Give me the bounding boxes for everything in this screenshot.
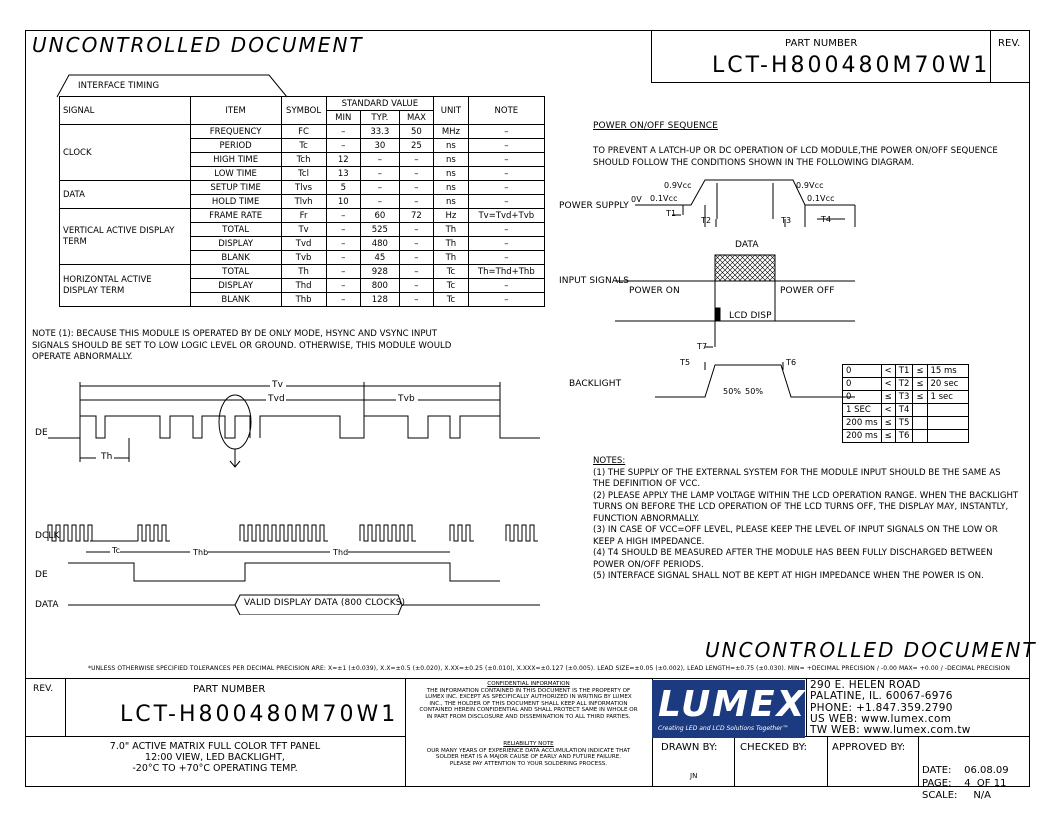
t3-label: T3 <box>781 216 792 225</box>
table-row: DISPLAY Thd – 800 – Tc – <box>60 279 545 293</box>
col-symbol: SYMBOL <box>281 97 326 125</box>
power-supply-label: POWER SUPPLY <box>559 201 629 211</box>
tc-label: Tc <box>112 546 121 555</box>
t6-label: T6 <box>786 358 797 367</box>
tvd-label: Tvd <box>268 394 285 404</box>
col-item: ITEM <box>190 97 281 125</box>
drawn-by-value: JN <box>690 772 698 780</box>
dclk-pulse-group <box>506 525 538 541</box>
dclk-pulse-group <box>138 525 170 541</box>
table-row: LOW TIME Tcl 13 – – ns – <box>60 167 545 181</box>
table-row: BLANK Thb – 128 – Tc – <box>60 293 545 307</box>
dclk-wave <box>48 525 538 541</box>
t5-label: T5 <box>680 358 691 367</box>
watermark-bottom: UNCONTROLLED DOCUMENT <box>705 638 1037 662</box>
col-signal: SIGNAL <box>60 97 191 125</box>
input-signals-label: INPUT SIGNALS <box>559 276 630 286</box>
pct-2: 50% <box>745 387 764 396</box>
de-label-2: DE <box>35 570 48 580</box>
power-on-label: POWER ON <box>629 286 680 296</box>
confidential-block: CONFIDENTIAL INFORMATION THE INFORMATION CONTAINED IN THIS DOCUMENT IS THE PROPERTY OF LUMEX INC. EXCEPT AS SPECIFICALLY AUTHORIZED IN WRITING BY LUMEX INC., THE HOLDER OF THIS DOCUMENT SHALL KEEP ALL INFORMATION CONTAINED HEREIN CONFIDENTIAL AND SHALL PROTECT SAME IN WHOLE OR IN PART FROM DISCLOSURE AND DISSEMINATION TO ALL THIRD PARTIES. <box>419 681 638 720</box>
table-row: PERIOD Tc – 30 25 ns – <box>60 139 545 153</box>
dclk-pulse-group <box>240 525 328 541</box>
tb-description: 7.0" ACTIVE MATRIX FULL COLOR TFT PANEL 12:00 VIEW, LED BACKLIGHT, -20°C TO +70°C OPERATING TEMP. <box>109 741 321 774</box>
v01-a: 0.1Vcc <box>650 194 678 203</box>
power-title: POWER ON/OFF SEQUENCE <box>593 121 718 131</box>
table-row: 0 < T2 ≤ 20 sec <box>843 378 969 391</box>
t4-label: T4 <box>821 215 832 224</box>
de-label-1: DE <box>35 428 48 438</box>
table-row: 200 ms ≤ T5 <box>843 417 969 430</box>
col-standard: STANDARD VALUE <box>326 97 434 111</box>
v01-b: 0.1Vcc <box>807 194 835 203</box>
tb-part-label: PART NUMBER <box>193 684 266 695</box>
table-row: VERTICAL ACTIVE DISPLAY TERM FRAME RATE Fr – 60 72 Hz Tv=Tvd+Tvb <box>60 209 545 223</box>
table-row: 0 ≤ T3 ≤ 1 sec <box>843 391 969 404</box>
t-conditions-table <box>842 364 969 443</box>
data-label: DATA <box>35 600 59 610</box>
data-box-label: DATA <box>735 240 759 250</box>
date-page-scale: DATE: 06.08.09 PAGE: 4 OF 11 SCALE: N/A <box>922 765 1009 801</box>
tb-part-number: LCT-H800480M70W1 <box>120 702 399 727</box>
table-row: 1 SEC < T4 <box>843 404 969 417</box>
thd-label: Thd <box>333 548 349 557</box>
table-row: HORIZONTAL ACTIVE DISPLAY TERM TOTAL Th – 928 – Tc Th=Thd+Thb <box>60 265 545 279</box>
col-unit: UNIT <box>434 97 468 125</box>
t1-label: T1 <box>666 209 677 218</box>
tolerance-note: *UNLESS OTHERWISE SPECIFIED TOLERANCES PER DECIMAL PRECISION ARE: X=±1 (±0.039), X.X=±0.5 (±0.020), X.XX=±0.25 (±0.010), X.XXX=±0.127 (±0.005). LEAD SIZE=±0.05 (±0.002), LEAD LENGTH=±0.75 (±0.030). MIN= +DECIMAL PRECISION / -0.00 MAX= +0.00 / -DECIMAL PRECISION <box>88 665 1011 672</box>
pct-1: 50% <box>723 387 742 396</box>
backlight-label: BACKLIGHT <box>569 379 622 389</box>
table-row: HOLD TIME Tlvh 10 – – ns – <box>60 195 545 209</box>
valid-data-label: VALID DISPLAY DATA (800 CLOCKS) <box>244 598 406 608</box>
drawn-by-label: DRAWN BY: <box>661 742 718 753</box>
table-row: 0 < T1 ≤ 15 ms <box>843 365 969 378</box>
table-row: 200 ms ≤ T6 <box>843 430 969 443</box>
v09-b: 0.9Vcc <box>796 181 824 190</box>
thb-label: Thb <box>193 548 209 557</box>
part-number: LCT-H800480M70W1 <box>712 53 991 78</box>
note-1: NOTE (1): BECAUSE THIS MODULE IS OPERATED BY DE ONLY MODE, HSYNC AND VSYNC INPUT SIGNALS SHOULD BE SET TO LOW LOGIC LEVEL OR GROUND. OTHERWISE, THIS MODULE WOULD OPERATE ABNORMALLY. <box>32 329 452 362</box>
v0: 0V <box>631 195 642 204</box>
table-row: DATA SETUP TIME Tlvs 5 – – ns – <box>60 181 545 195</box>
t7-label: T7 <box>697 342 708 351</box>
table-row: CLOCK FREQUENCY FC – 33.3 50 MHz – <box>60 125 545 139</box>
rev-label: REV. <box>998 38 1021 49</box>
table-row: HIGH TIME Tch 12 – – ns – <box>60 153 545 167</box>
table-row: TOTAL Tv – 525 – Th – <box>60 223 545 237</box>
watermark-top: UNCONTROLLED DOCUMENT <box>32 33 364 57</box>
dclk-pulse-group <box>360 525 416 541</box>
tb-rev: REV. <box>33 684 54 694</box>
t2-label: T2 <box>701 216 712 225</box>
v09-a: 0.9Vcc <box>664 181 692 190</box>
tvb-label: Tvb <box>398 394 415 404</box>
dclk-label: DCLK <box>35 531 60 541</box>
power-desc: TO PREVENT A LATCH-UP OR DC OPERATION OF LCD MODULE,THE POWER ON/OFF SEQUENCE SHOULD FOLLOW THE CONDITIONS SHOWN IN THE FOLLOWING DIAGRAM. <box>593 146 998 168</box>
part-number-label: PART NUMBER <box>785 38 858 49</box>
power-off-label: POWER OFF <box>780 286 835 296</box>
table-row: DISPLAY Tvd – 480 – Th – <box>60 237 545 251</box>
approved-by-label: APPROVED BY: <box>832 742 906 753</box>
address-block: 290 E. HELEN ROAD PALATINE, IL. 60067-6976 PHONE: +1.847.359.2790 US WEB: www.lumex.com TW WEB: www.lumex.com.tw <box>810 679 971 737</box>
notes-block: NOTES: (1) THE SUPPLY OF THE EXTERNAL SYSTEM FOR THE MODULE INPUT SHOULD BE THE SAME AS THE DEFINITION OF VCC. (2) PLEASE APPLY THE LAMP VOLTAGE WITHIN THE LCD OPERATION RANGE. WHEN THE BACKLIGHT TURNS ON BEFORE THE LCD OPERATION OF THE LCD TURNS OFF, THE DISPLAY MAY, INSTANTLY, FUNCTION ABNORMALLY. (3) IN CASE OF VCC=OFF LEVEL, PLEASE KEEP THE LEVEL OF INPUT SIGNALS ON THE LOW OR KEEP A HIGH IMPEDANCE. (4) T4 SHOULD BE MEASURED AFTER THE MODULE HAS BEEN FULLY DISCHARGED BETWEEN POWER ON/OFF PERIODS. (5) INTERFACE SIGNAL SHALL NOT BE KEPT AT HIGH IMPEDANCE WHEN THE POWER IS ON. <box>593 456 1019 581</box>
lumex-logo: LUMEX Creating LED and LCD Solutions Together™ <box>652 680 805 738</box>
th-label: Th <box>101 452 113 462</box>
table-row: BLANK Tvb – 45 – Th – <box>60 251 545 265</box>
col-note: NOTE <box>468 97 544 125</box>
dclk-pulse-group <box>450 525 474 541</box>
timing-title: INTERFACE TIMING <box>78 81 160 91</box>
timing-table: SIGNAL ITEM SYMBOL STANDARD VALUE UNIT NOTE MIN TYP. MAX CLOCK FREQUENCY FC – 33.3 50 MHz – PERIOD Tc – 30 25 ns – HIGH TIME Tch 12 – – ns – LOW TIME Tcl 13 – – ns – DATA SETUP TIME Tlvs 5 – – ns – HOLD TIME Tlvh 10 – – ns – VERTICAL ACTIVE DISPLAY TERM FRAME RATE Fr – 60 72 Hz Tv=Tvd+Tvb TOTAL Tv – 525 – Th – DISPLAY Tvd – 480 – Th – BLANK Tvb – 45 – Th – HORIZONTAL ACTIVE DISPLAY TERM TOTAL Th – 928 – Tc Th=Thd+Thb DISPLAY Thd – 800 – Tc – BLANK Thb – 128 – Tc – <box>59 96 545 307</box>
tv-label: Tv <box>272 380 284 390</box>
checked-by-label: CHECKED BY: <box>740 742 808 753</box>
reliability-block: RELIABILITY NOTE OUR MANY YEARS OF EXPERIENCE DATA ACCUMULATION INDICATE THAT SOLDER HEAT IS A MAJOR CAUSE OF EARLY AND FUTURE FAILURE. PLEASE PAY ATTENTION TO YOUR SOLDERING PROCESS. <box>426 741 631 767</box>
lcd-disp-label: LCD DISP <box>729 311 772 321</box>
